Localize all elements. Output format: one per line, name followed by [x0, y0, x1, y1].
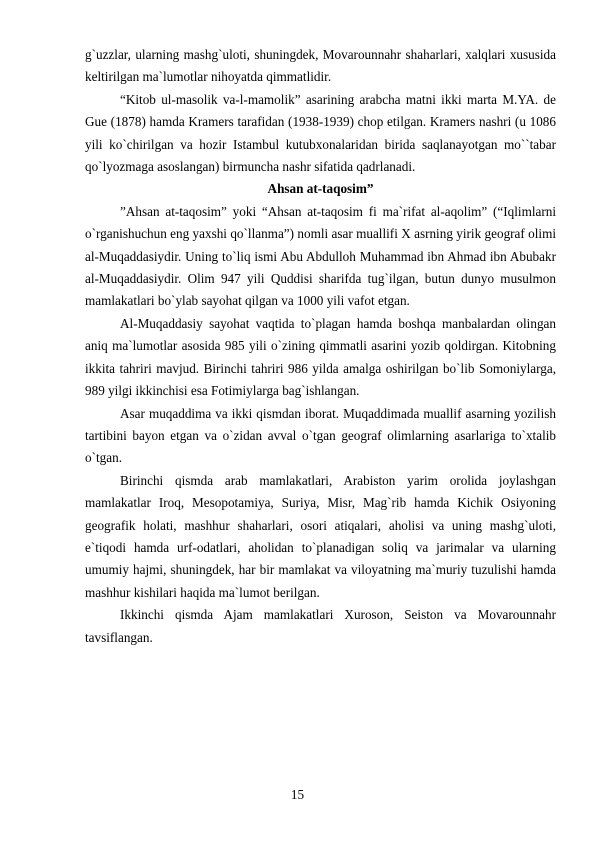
paragraph-second-part: Ikkinchi qismda Ajam mamlakatlari Xuroson, Seiston va Movarounnahr tavsiflangan. — [85, 607, 556, 645]
document-body — [85, 44, 556, 649]
paragraph-kitob-editions: “Kitob ul-masolik va-l-mamolik” asarining arabcha matni ikki marta M.YA. de Gue (1878) hamda Kramers tarafidan (1938-1939) chop etilgan. Kramers nashri (u 1086 yili ko`chirilgan va hozir Istambul kutubxonalaridan birida saqlanayotgan mo``tabar qo`lyozmaga asoslangan) birmuncha nashr sifatida qadrlanadi. — [85, 91, 556, 175]
section-heading: Ahsan at-taqosim” — [267, 181, 374, 197]
paragraph-continuation: g`uzzlar, ularning mashg`uloti, shuningdek, Movarounnahr shaharlari, xalqlari xususida keltirilgan ma`lumotlar nihoyatda qimmatlidir. — [85, 47, 556, 85]
paragraph-first-part: Birinchi qismda arab mamlakatlari, Arabiston yarim orolida joylashgan mamlakatlar Iroq, Mesopotamiya, Suriya, Misr, Mag`rib hamda Kichik Osiyoning geografik holati, mashhur shaharlari, osori atiqalari, aholisi va uning mashg`uloti, e`tiqodi hamda urf-odatlari, aholidan to`planadigan soliq va jarimalar va ularning umumiy hajmi, shuningdek, har bir mamlakat va viloyatning ma`muriy tuzulishi hamda mashhur kishilari haqida ma`lumot berilgan. — [85, 472, 556, 600]
paragraph-redactions: Al-Muqaddasiy sayohat vaqtida to`plagan hamda boshqa manbalardan olingan aniq ma`lumotlar asosida 985 yili o`zining qimmatli asarini yozib qoldirgan. Kitobning ikkita tahriri mavjud. Birinchi tahriri 986 yilda amalga oshirilgan bo`lib Somoniylarga, 989 yilgi ikkinchisi esa Fotimiylarga bag`ishlangan. — [85, 315, 556, 399]
paragraph-author: ”Ahsan at-taqosim” yoki “Ahsan at-taqosim fi ma`rifat al-aqolim” (“Iqlimlarni o`rganishuchun eng yaxshi qo`llanma”) nomli asar muallifi X asrning yirik geograf olimi al-Muqaddasiydir. Uning to`liq ismi Abu Abdulloh Muhammad ibn Ahmad ibn Abubakr al-Muqaddasiydir. Olim 947 yili Quddisi sharifda tug`ilgan, butun dunyo musulmon mamlakatlari bo`ylab sayohat qilgan va 1000 yili vafot etgan. — [85, 203, 556, 309]
paragraph-structure: Asar muqaddima va ikki qismdan iborat. Muqaddimada muallif asarning yozilish tartibini bayon etgan va o`zidan avval o`tgan geograf olimlarning asarlariga to`xtalib o`tgan. — [85, 405, 556, 466]
page-number: 15 — [290, 787, 305, 802]
